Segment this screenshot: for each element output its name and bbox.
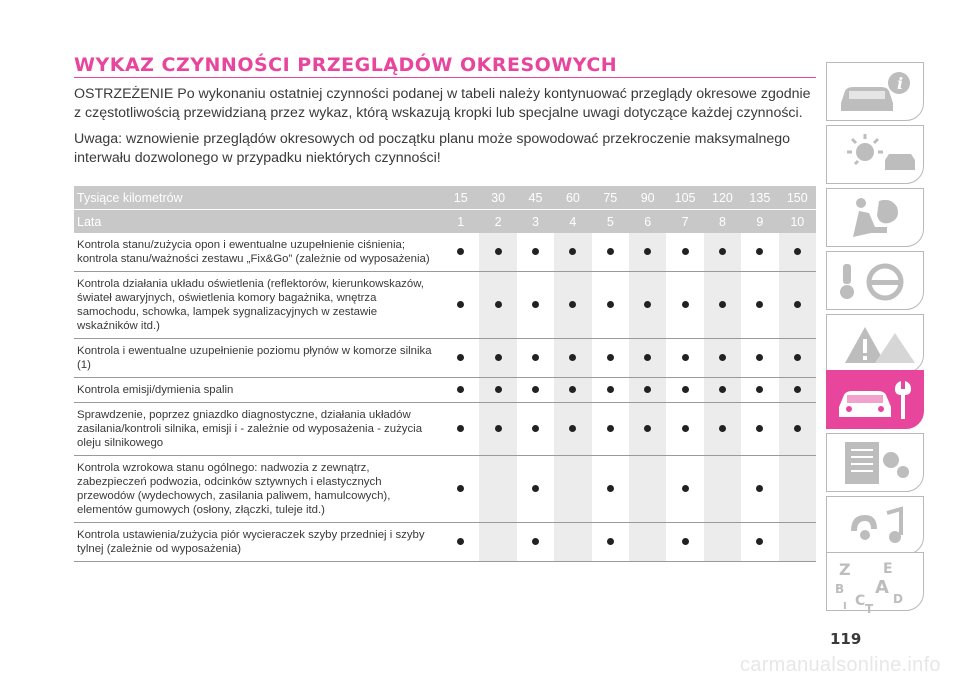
interval-cell — [517, 272, 554, 339]
years-header-cell: 3 — [517, 210, 554, 234]
service-required-dot — [682, 354, 689, 361]
service-required-dot — [569, 354, 576, 361]
schedule-row — [74, 378, 816, 403]
interval-cell — [704, 378, 741, 403]
years-header-label: Lata — [74, 210, 442, 234]
interval-cell — [442, 233, 479, 272]
title-divider — [74, 77, 816, 78]
service-required-dot — [644, 354, 651, 361]
service-required-dot — [495, 386, 502, 393]
page-title: WYKAZ CZYNNOŚCI PRZEGLĄDÓW OKRESOWYCH — [74, 54, 618, 76]
technical-data-icon — [835, 438, 917, 488]
interval-cell — [741, 378, 778, 403]
interval-cell — [479, 272, 516, 339]
interval-cell — [704, 456, 741, 523]
service-required-dot — [457, 386, 464, 393]
km-header-row — [74, 186, 816, 210]
interval-cell — [479, 233, 516, 272]
interval-cell — [592, 339, 629, 378]
service-required-dot — [719, 425, 726, 432]
dashboard-lights-icon — [835, 130, 917, 180]
service-required-dot — [457, 485, 464, 492]
service-required-dot — [532, 354, 539, 361]
service-required-dot — [719, 386, 726, 393]
service-required-dot — [794, 354, 801, 361]
service-required-dot — [569, 248, 576, 255]
interval-cell — [442, 272, 479, 339]
interval-cell — [554, 378, 591, 403]
interval-cell — [517, 339, 554, 378]
years-header-cell: 2 — [479, 210, 516, 234]
car-wrench-icon — [835, 375, 917, 425]
years-header-cell: 5 — [592, 210, 629, 234]
service-required-dot — [532, 301, 539, 308]
schedule-row — [74, 523, 816, 562]
service-required-dot — [607, 248, 614, 255]
service-required-dot — [644, 248, 651, 255]
interval-cell — [666, 523, 703, 562]
interval-cell — [779, 523, 816, 562]
service-required-dot — [569, 425, 576, 432]
service-required-dot — [794, 301, 801, 308]
service-required-dot — [569, 301, 576, 308]
index-letter: B — [835, 582, 845, 596]
interval-cell — [779, 339, 816, 378]
service-required-dot — [719, 301, 726, 308]
service-required-dot — [607, 425, 614, 432]
interval-cell — [741, 523, 778, 562]
interval-cell — [517, 403, 554, 456]
km-header-cell: 135 — [741, 186, 778, 210]
years-header-cell: 10 — [779, 210, 816, 234]
interval-cell — [704, 403, 741, 456]
interval-cell — [554, 523, 591, 562]
interval-cell — [779, 456, 816, 523]
interval-cell — [442, 523, 479, 562]
service-required-dot — [756, 248, 763, 255]
note-paragraph: Uwaga: wznowienie przeglądów okresowych od początku planu może spowodować przekroczenie maksymalnego interwału dozwolonego w przypadku niektórych czynności! — [74, 131, 791, 166]
schedule-row — [74, 272, 816, 339]
interval-cell — [666, 272, 703, 339]
interval-cell — [479, 339, 516, 378]
years-header-cell: 6 — [629, 210, 666, 234]
service-required-dot — [607, 301, 614, 308]
km-header-cell: 90 — [629, 186, 666, 210]
tab-start-driving[interactable] — [826, 251, 924, 310]
service-required-dot — [495, 248, 502, 255]
task-description: Kontrola działania układu oświetlenia (reflektorów, kierunkowskazów, świateł awaryjnych, oświetlenia komory bagażnika, wnętrza samochodu, schowka, lampek sygnalizacyjnych w zestawie wskaźników itd.) — [74, 272, 442, 339]
multimedia-icon — [835, 501, 917, 551]
service-required-dot — [457, 538, 464, 545]
interval-cell — [442, 403, 479, 456]
schedule-body — [74, 233, 816, 562]
km-header-cell: 75 — [592, 186, 629, 210]
tab-emergency[interactable] — [826, 314, 924, 373]
years-header-cell: 1 — [442, 210, 479, 234]
task-description: Kontrola emisji/dymienia spalin — [74, 378, 442, 403]
task-description: Kontrola i ewentualne uzupełnienie poziomu płynów w komorze silnika (1) — [74, 339, 442, 378]
schedule-row — [74, 339, 816, 378]
service-required-dot — [719, 354, 726, 361]
interval-cell — [554, 456, 591, 523]
service-required-dot — [794, 248, 801, 255]
road-warning-icon — [835, 319, 917, 369]
service-required-dot — [495, 354, 502, 361]
interval-cell — [741, 403, 778, 456]
service-required-dot — [457, 425, 464, 432]
km-header-cell: 15 — [442, 186, 479, 210]
interval-cell — [779, 272, 816, 339]
key-steering-wheel-icon — [835, 256, 917, 306]
service-required-dot — [457, 248, 464, 255]
interval-cell — [629, 523, 666, 562]
interval-cell — [592, 272, 629, 339]
maintenance-schedule-table — [74, 186, 816, 562]
service-required-dot — [457, 354, 464, 361]
interval-cell — [554, 403, 591, 456]
km-header-cell: 105 — [666, 186, 703, 210]
interval-cell — [779, 378, 816, 403]
svg-text:i: i — [897, 74, 904, 93]
interval-cell — [741, 233, 778, 272]
service-required-dot — [756, 485, 763, 492]
tab-technical-data[interactable] — [826, 433, 924, 492]
interval-cell — [666, 233, 703, 272]
interval-cell — [517, 378, 554, 403]
service-required-dot — [569, 386, 576, 393]
interval-cell — [554, 233, 591, 272]
interval-cell — [442, 378, 479, 403]
interval-cell — [666, 339, 703, 378]
interval-cell — [629, 339, 666, 378]
tab-maintenance[interactable] — [826, 370, 924, 429]
interval-cell — [704, 339, 741, 378]
interval-cell — [741, 272, 778, 339]
interval-cell — [779, 233, 816, 272]
interval-cell — [554, 339, 591, 378]
index-letter: D — [893, 592, 903, 606]
interval-cell — [666, 456, 703, 523]
service-required-dot — [794, 386, 801, 393]
watermark: carmanualsonline.info — [740, 654, 941, 676]
interval-cell — [517, 523, 554, 562]
service-required-dot — [756, 538, 763, 545]
km-header-cell: 60 — [554, 186, 591, 210]
interval-cell — [704, 272, 741, 339]
service-required-dot — [682, 386, 689, 393]
schedule-row — [74, 403, 816, 456]
interval-cell — [554, 272, 591, 339]
interval-cell — [592, 456, 629, 523]
km-header-cell: 30 — [479, 186, 516, 210]
interval-cell — [741, 456, 778, 523]
years-header-cell: 8 — [704, 210, 741, 234]
interval-cell — [704, 233, 741, 272]
tab-alphabetical-index[interactable] — [826, 552, 924, 611]
interval-cell — [517, 456, 554, 523]
warning-paragraph: OSTRZEŻENIE Po wykonaniu ostatniej czynności podanej w tabeli należy kontynuować przeglądy okresowe zgodnie z częstotliwością przewidzianą przez wykaz, którą wskazują kropki lub specjalne uwagi dotyczące każdej czynności. — [74, 86, 811, 121]
interval-cell — [592, 523, 629, 562]
interval-cell — [479, 378, 516, 403]
interval-cell — [629, 378, 666, 403]
interval-cell — [592, 403, 629, 456]
task-description: Sprawdzenie, poprzez gniazdko diagnostyczne, działania układów zasilania/kontroli silnika, emisji i - zależnie od wyposażenia - zużycia oleju silnikowego — [74, 403, 442, 456]
airbag-seat-icon — [835, 193, 917, 243]
index-letter: I — [843, 601, 847, 612]
page-number: 119 — [830, 630, 862, 648]
service-required-dot — [532, 425, 539, 432]
service-required-dot — [607, 538, 614, 545]
km-header-cell: 120 — [704, 186, 741, 210]
service-required-dot — [495, 425, 502, 432]
service-required-dot — [607, 386, 614, 393]
service-required-dot — [495, 301, 502, 308]
service-required-dot — [607, 354, 614, 361]
interval-cell — [479, 403, 516, 456]
interval-cell — [592, 378, 629, 403]
service-required-dot — [682, 538, 689, 545]
tab-multimedia[interactable] — [826, 496, 924, 555]
interval-cell — [592, 233, 629, 272]
alphabetical-index-icon — [835, 557, 917, 613]
service-required-dot — [532, 248, 539, 255]
interval-cell — [629, 272, 666, 339]
years-header-row — [74, 210, 816, 234]
interval-cell — [479, 523, 516, 562]
schedule-row — [74, 233, 816, 272]
service-required-dot — [532, 538, 539, 545]
task-description: Kontrola ustawienia/zużycia piór wycieraczek szyby przedniej i szyby tylnej (zależnie od wyposażenia) — [74, 523, 442, 562]
service-required-dot — [756, 301, 763, 308]
service-required-dot — [719, 248, 726, 255]
interval-cell — [741, 339, 778, 378]
service-required-dot — [644, 425, 651, 432]
service-required-dot — [756, 425, 763, 432]
index-letter: Z — [839, 560, 851, 579]
interval-cell — [517, 233, 554, 272]
service-required-dot — [532, 386, 539, 393]
car-info-icon — [835, 67, 917, 117]
service-required-dot — [756, 354, 763, 361]
index-letter: C — [855, 593, 866, 609]
service-required-dot — [682, 425, 689, 432]
km-header-cell: 150 — [779, 186, 816, 210]
service-required-dot — [532, 485, 539, 492]
task-description: Kontrola wzrokowa stanu ogólnego: nadwozia z zewnątrz, zabezpieczeń podwozia, odcinków sztywnych i elastycznych przewodów (wydechowych, zasilania paliwem, hamulcowych), elementów gumowych (osłony, złączki, tuleje itd.) — [74, 456, 442, 523]
years-header-cell: 7 — [666, 210, 703, 234]
years-header-cell: 9 — [741, 210, 778, 234]
index-letter: E — [883, 561, 893, 577]
index-letter: T — [865, 602, 874, 613]
tab-dashboard[interactable] — [826, 125, 924, 184]
interval-cell — [704, 523, 741, 562]
interval-cell — [666, 378, 703, 403]
service-required-dot — [644, 301, 651, 308]
service-required-dot — [794, 425, 801, 432]
interval-cell — [629, 403, 666, 456]
task-description: Kontrola stanu/zużycia opon i ewentualne uzupełnienie ciśnienia; kontrola stanu/ważności zestawu „Fix&Go” (zależnie od wyposażenia) — [74, 233, 442, 272]
interval-cell — [629, 456, 666, 523]
tab-safety[interactable] — [826, 188, 924, 247]
km-header-cell: 45 — [517, 186, 554, 210]
interval-cell — [442, 456, 479, 523]
service-required-dot — [644, 386, 651, 393]
index-letter: A — [875, 577, 889, 598]
schedule-row — [74, 456, 816, 523]
service-required-dot — [457, 301, 464, 308]
interval-cell — [442, 339, 479, 378]
km-header-label: Tysiące kilometrów — [74, 186, 442, 210]
interval-cell — [629, 233, 666, 272]
years-header-cell: 4 — [554, 210, 591, 234]
service-required-dot — [682, 301, 689, 308]
interval-cell — [479, 456, 516, 523]
tab-vehicle-info[interactable] — [826, 62, 924, 121]
service-required-dot — [756, 386, 763, 393]
service-required-dot — [682, 485, 689, 492]
service-required-dot — [607, 485, 614, 492]
service-required-dot — [682, 248, 689, 255]
interval-cell — [666, 403, 703, 456]
interval-cell — [779, 403, 816, 456]
